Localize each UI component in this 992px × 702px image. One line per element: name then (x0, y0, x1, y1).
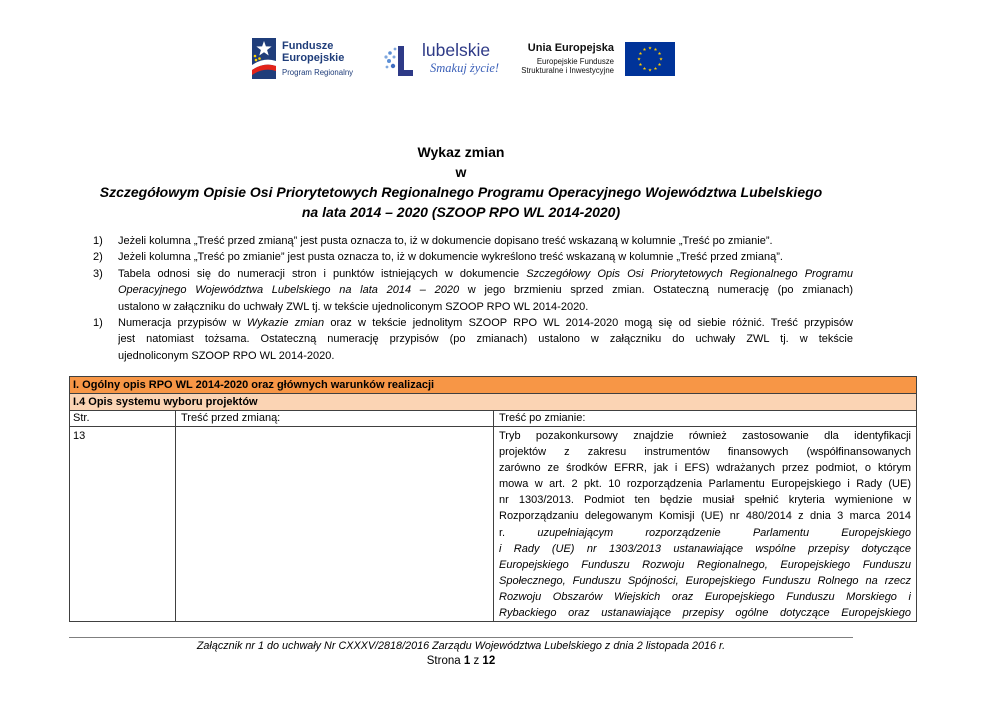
lubelskie-dot (391, 64, 395, 68)
note-line (118, 249, 853, 265)
italic-text-segment: Rybackiego oraz ustanawiające przepisy ogólne dotyczące Europejskiego (499, 607, 911, 620)
after-text-line (499, 460, 911, 476)
subsection-row (70, 394, 916, 411)
after-text-line (499, 428, 911, 444)
ue-logo-line1: Europejskie Fundusze (536, 57, 614, 66)
text-segment: Tryb pozakonkursowy znajdzie również zastosowanie dla identyfikacji (499, 430, 911, 442)
title-line-1: Wykaz zmian (417, 144, 505, 160)
text-segment: jest natomiast tożsama. Ostateczną numerację przypisów (po zmianach) ustalono w załączniku do uchwały ZWL tj. w tekście (118, 333, 853, 346)
footer-divider (69, 637, 853, 638)
note-line (118, 331, 853, 347)
lubelskie-dot (394, 48, 397, 51)
after-text-line (499, 492, 911, 508)
note-text (118, 233, 853, 249)
text-segment: Tabela odnosi się do numeracji stron i punktów istniejących w dokumencie (118, 267, 527, 280)
text-segment: Jeżeli kolumna „Treść przed zmianą” jest pusta oznacza to, iż w dokumencie dopisano treść wskazaną w kolumnie „Treść po zmianie”. (118, 235, 773, 247)
after-text-line (499, 557, 911, 573)
after-text-line (499, 605, 911, 621)
lubelskie-dot (386, 66, 389, 69)
text-segment: r. (499, 526, 538, 539)
note-text (118, 266, 853, 315)
text-segment: ustalono w załączniku do uchwały ZWL tj. w tekście ujednoliconym SZOOP RPO WL 2014-2020. (118, 300, 589, 313)
after-text-line (499, 541, 911, 557)
footer-attachment-note: Załącznik nr 1 do uchwały Nr CXXXV/2818/2016 Zarządu Województwa Lubelskiego z dnia 2 listopada 2016 r. (196, 640, 726, 652)
fe-yellow-dot (254, 55, 257, 58)
fe-logo-line2: Europejskie (282, 52, 345, 64)
note-item (93, 266, 853, 315)
fe-logo-line1: Fundusze (282, 40, 334, 52)
lubelskie-logo-slogan: Smakuj życie! (430, 61, 500, 75)
fe-emblem-icon (252, 38, 277, 79)
after-text-line (499, 589, 911, 605)
note-text (118, 249, 853, 265)
note-number: 2) (93, 251, 103, 264)
italic-text-segment: Rozwoju Obszarów Wiejskich oraz Europejskiego Funduszu Morskiego i (499, 590, 911, 603)
note-item (93, 249, 853, 265)
italic-text-segment: Społecznego, Funduszu Spójności, Europejskiego Funduszu Rolnego na rzecz (499, 574, 911, 587)
after-text-line (499, 573, 911, 589)
text-segment: Numeracja przypisów w (118, 316, 247, 329)
title-line-2: w (455, 164, 467, 180)
page-total: 12 (482, 655, 496, 667)
text-segment: Jeżeli kolumna „Treść po zmianie” jest pusta oznacza to, iż w dokumencie wykreślono treść wskazaną w kolumnie „Treść przed zmianą”. (118, 251, 783, 264)
subsection-title: I.4 Opis systemu wyboru projektów (73, 396, 258, 408)
column-header-page: Str. (70, 411, 176, 426)
note-number: 1) (93, 235, 103, 247)
table-row (70, 427, 916, 621)
after-text-line (499, 525, 911, 541)
note-number: 1) (93, 316, 103, 329)
after-text-line (499, 476, 911, 492)
text-segment: Rozporządzaniu delegowanym Komisji (UE) nr 480/2014 z dnia 3 marca 2014 (499, 510, 911, 523)
unia-europejska-logo (508, 40, 678, 80)
note-line (118, 266, 853, 282)
note-line (118, 348, 853, 364)
notes-list (93, 233, 853, 364)
after-change-cell (494, 427, 916, 621)
column-header-after: Treść po zmianie: (499, 412, 586, 424)
page-current: 1 (463, 655, 471, 667)
text-segment: oraz w tekście jednolitym SZOOP RPO WL 2014-2020 mogą się od siebie różnić. Treść przypisów (324, 316, 853, 329)
title-line-4: na lata 2014 – 2020 (SZOOP RPO WL 2014-2020) (301, 204, 621, 220)
footer-page-indicator (69, 654, 853, 668)
text-segment: zarówno ze środków EFRR, jak i EFS) wdrażanych przez podmiot, o którym (499, 462, 911, 475)
before-change-cell (176, 427, 494, 621)
italic-text-segment: Operacyjnego Województwa Lubelskiego na lata 2014 – 2020 (118, 284, 460, 297)
note-number: 3) (93, 267, 103, 280)
lubelskie-l-shape (398, 46, 413, 76)
lubelskie-emblem-icon (383, 41, 415, 79)
note-item (93, 233, 853, 249)
lubelskie-logo-name: lubelskie (422, 40, 491, 60)
italic-text-segment: Wykazie zmian (246, 316, 325, 329)
column-header-before: Treść przed zmianą: (176, 411, 494, 426)
note-item (93, 315, 853, 364)
title-line-3: Szczegółowym Opisie Osi Priorytetowych Regionalnego Programu Operacyjnego Województwa Lubelskiego (99, 184, 823, 200)
text-segment: w jego brzmieniu sprzed zmian. Ostateczną numerację (po zmianach) (459, 284, 853, 297)
table-header-row (70, 411, 916, 427)
page-label: Strona (426, 655, 461, 667)
note-line (118, 282, 853, 298)
fe-yellow-dot (255, 59, 258, 62)
note-line (118, 233, 853, 249)
lubelskie-logo (383, 40, 500, 80)
after-text-line (499, 508, 911, 524)
text-segment: projektów z zakresu instrumentów finansowych (współfinansowanych (499, 446, 911, 459)
page-separator: z (473, 655, 480, 667)
eu-flag-icon (625, 42, 675, 76)
lubelskie-dot (384, 55, 387, 58)
text-segment: ujednoliconym SZOOP RPO WL 2014-2020. (118, 349, 335, 362)
document-title (69, 142, 853, 222)
italic-text-segment: uzupełniającym rozporządzenie Parlamentu Europejskiego (537, 526, 911, 539)
lubelskie-dot (387, 59, 391, 63)
ue-logo-line2: Strukturalne i Inwestycyjne (521, 66, 614, 75)
text-segment: mowa w art. 2 pkt. 10 rozporządzenia Parlamentu Europejskiego i Rady (UE) (499, 478, 911, 491)
after-text-line (499, 444, 911, 460)
section-title: I. Ogólny opis RPO WL 2014-2020 oraz głównych warunków realizacji (73, 379, 435, 391)
changes-table (69, 376, 917, 622)
note-line (118, 315, 853, 331)
italic-text-segment: Europejskiego Funduszu Rozwoju Regionalnego, Europejskiego Funduszu (499, 558, 911, 571)
italic-text-segment: i Rady (UE) nr 1303/2013 ustanawiające wspólne przepisy dotyczące (499, 542, 911, 555)
lubelskie-dot (388, 51, 392, 55)
lubelskie-dot (393, 56, 396, 59)
page-number-cell: 13 (70, 427, 176, 621)
fe-yellow-dot (258, 57, 261, 60)
note-text (118, 315, 853, 364)
section-row (70, 377, 916, 394)
text-segment: nr 1303/2013. Podmiot ten będzie musiał spełnić kryteria wymienione w (499, 494, 911, 507)
fe-logo-line3: Program Regionalny (282, 68, 354, 77)
ue-logo-title: Unia Europejska (527, 42, 614, 54)
italic-text-segment: Szczegółowy Opis Osi Priorytetowych Regionalnego Programu (526, 267, 853, 280)
fundusze-europejskie-logo (252, 37, 358, 81)
note-line (118, 299, 853, 315)
